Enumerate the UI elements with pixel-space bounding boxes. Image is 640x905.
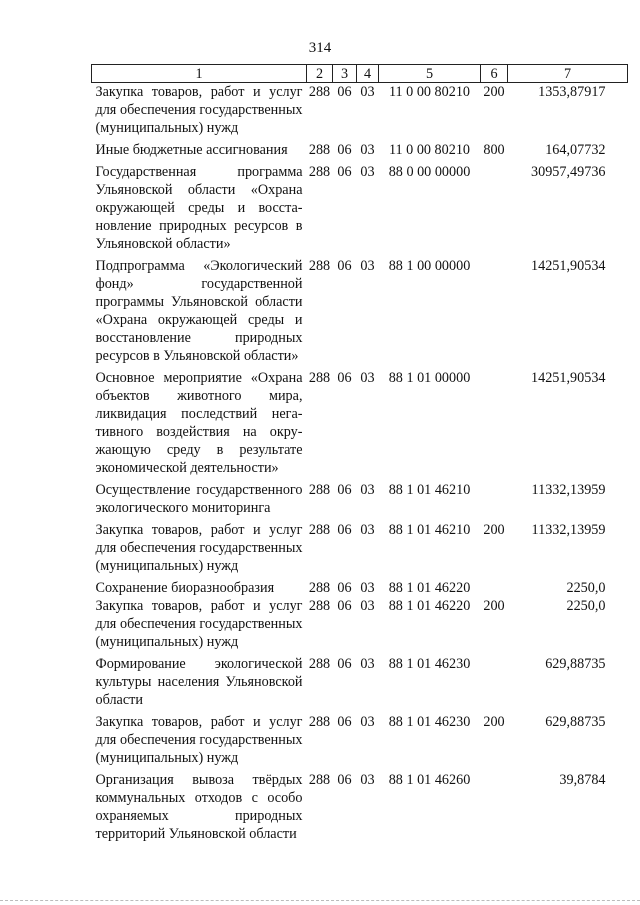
row-section-code: 06 <box>337 714 352 730</box>
row-subsection-code: 03 <box>360 598 375 614</box>
row-subsection-code: 03 <box>360 258 375 274</box>
row-subsection-code: 03 <box>360 772 375 788</box>
row-expense-type <box>481 655 508 713</box>
row-name: Осуществление государственного экологического мониторинга <box>95 482 303 516</box>
row-name: Основное мероприятие «Охрана объектов животного мира, ликвидация последствий негативного воздействия на окружающую среду в результате экономической деятельности» <box>95 370 303 476</box>
table-row <box>92 655 628 713</box>
row-expense-type: 200 <box>483 522 505 538</box>
row-ministry-code: 288 <box>308 598 331 614</box>
row-name: Закупка товаров, работ и услуг для обеспечения государственных (муниципальных) нужд <box>95 598 303 650</box>
row-amount: 11332,13959 <box>531 522 606 538</box>
row-ministry-code: 288 <box>308 370 331 386</box>
row-name: Закупка товаров, работ и услуг для обеспечения государственных (муниципальных) нужд <box>95 522 303 574</box>
row-target-article: 88 1 01 46220 <box>388 580 471 596</box>
table-row <box>92 369 628 481</box>
row-subsection-code: 03 <box>360 142 375 158</box>
row-amount: 2250,0 <box>566 598 606 614</box>
row-ministry-code: 288 <box>308 164 331 180</box>
row-expense-type <box>481 579 508 597</box>
row-amount: 629,88735 <box>545 714 606 730</box>
row-name: Организация вывоза твёрдых коммунальных отходов с особо охраняемых природных территорий Ульяновской области <box>95 772 303 842</box>
row-target-article: 11 0 00 80210 <box>388 84 471 100</box>
row-section-code: 06 <box>337 164 352 180</box>
row-expense-type: 200 <box>483 84 505 100</box>
row-subsection-code: 03 <box>360 482 375 498</box>
row-target-article: 88 1 01 46210 <box>388 522 471 538</box>
row-target-article: 11 0 00 80210 <box>388 142 471 158</box>
row-amount: 30957,49736 <box>531 164 606 180</box>
header-row <box>92 65 628 83</box>
row-name: Закупка товаров, работ и услуг для обеспечения государственных (муниципальных) нужд <box>95 714 303 766</box>
row-section-code: 06 <box>337 656 352 672</box>
table-row <box>92 579 628 597</box>
row-target-article: 88 1 01 00000 <box>388 370 471 386</box>
table-row <box>92 481 628 521</box>
header-col-2: 2 <box>307 65 333 83</box>
row-amount: 1353,87917 <box>538 84 606 100</box>
row-section-code: 06 <box>337 598 352 614</box>
row-ministry-code: 288 <box>308 258 331 274</box>
row-section-code: 06 <box>337 142 352 158</box>
row-expense-type <box>481 257 508 369</box>
row-name: Закупка товаров, работ и услуг для обеспечения государственных (муниципальных) нужд <box>95 84 303 136</box>
row-amount: 11332,13959 <box>531 482 606 498</box>
row-ministry-code: 288 <box>308 656 331 672</box>
row-ministry-code: 288 <box>308 580 331 596</box>
row-subsection-code: 03 <box>360 84 375 100</box>
header-col-1: 1 <box>92 65 307 83</box>
row-ministry-code: 288 <box>308 522 331 538</box>
row-section-code: 06 <box>337 84 352 100</box>
table-row <box>92 771 628 847</box>
row-name: Иные бюджетные ассигнования <box>95 142 288 158</box>
table-row <box>92 257 628 369</box>
budget-table <box>91 64 628 847</box>
row-target-article: 88 0 00 00000 <box>388 164 471 180</box>
table-row <box>92 141 628 163</box>
row-expense-type: 200 <box>483 598 505 614</box>
row-amount: 629,88735 <box>545 656 606 672</box>
header-col-3: 3 <box>333 65 357 83</box>
row-section-code: 06 <box>337 258 352 274</box>
row-amount: 2250,0 <box>566 580 606 596</box>
row-ministry-code: 288 <box>308 84 331 100</box>
row-expense-type: 800 <box>483 142 505 158</box>
row-ministry-code: 288 <box>308 482 331 498</box>
row-name: Подпрограмма «Экологический фонд» государственной программы Ульяновской области «Охрана окружающей среды и восстановление природных ресурсов в Ульяновской области» <box>95 258 303 364</box>
row-target-article: 88 1 01 46230 <box>388 714 471 730</box>
table-row <box>92 521 628 579</box>
row-expense-type <box>481 481 508 521</box>
row-expense-type <box>481 163 508 257</box>
row-subsection-code: 03 <box>360 580 375 596</box>
row-ministry-code: 288 <box>308 714 331 730</box>
header-col-6: 6 <box>481 65 508 83</box>
row-ministry-code: 288 <box>308 772 331 788</box>
row-subsection-code: 03 <box>360 370 375 386</box>
scan-edge-divider <box>0 900 640 903</box>
table-row <box>92 83 628 142</box>
page-number: 314 <box>308 40 332 56</box>
row-ministry-code: 288 <box>308 142 331 158</box>
row-amount: 164,07732 <box>545 142 606 158</box>
row-expense-type: 200 <box>483 714 505 730</box>
row-name: Государственная программа Ульяновской области «Охрана окружающей среды и восстановление природных ресурсов в Ульяновской области» <box>95 164 303 252</box>
table-row <box>92 597 628 655</box>
row-subsection-code: 03 <box>360 714 375 730</box>
row-target-article: 88 1 00 00000 <box>388 258 471 274</box>
row-section-code: 06 <box>337 522 352 538</box>
row-target-article: 88 1 01 46220 <box>388 598 471 614</box>
row-target-article: 88 1 01 46260 <box>388 772 471 788</box>
row-target-article: 88 1 01 46230 <box>388 656 471 672</box>
row-amount: 39,8784 <box>559 772 606 788</box>
header-col-7: 7 <box>508 65 628 83</box>
table-row <box>92 713 628 771</box>
row-section-code: 06 <box>337 772 352 788</box>
header-col-4: 4 <box>357 65 379 83</box>
table-row <box>92 163 628 257</box>
row-section-code: 06 <box>337 482 352 498</box>
row-name: Сохранение биоразнообразия <box>95 580 275 596</box>
row-section-code: 06 <box>337 370 352 386</box>
row-amount: 14251,90534 <box>531 370 606 386</box>
row-subsection-code: 03 <box>360 522 375 538</box>
header-col-5: 5 <box>379 65 481 83</box>
row-section-code: 06 <box>337 580 352 596</box>
row-amount: 14251,90534 <box>531 258 606 274</box>
row-expense-type <box>481 369 508 481</box>
row-name: Формирование экологической культуры населения Ульяновской области <box>95 656 303 708</box>
row-expense-type <box>481 771 508 847</box>
row-target-article: 88 1 01 46210 <box>388 482 471 498</box>
row-subsection-code: 03 <box>360 656 375 672</box>
row-subsection-code: 03 <box>360 164 375 180</box>
